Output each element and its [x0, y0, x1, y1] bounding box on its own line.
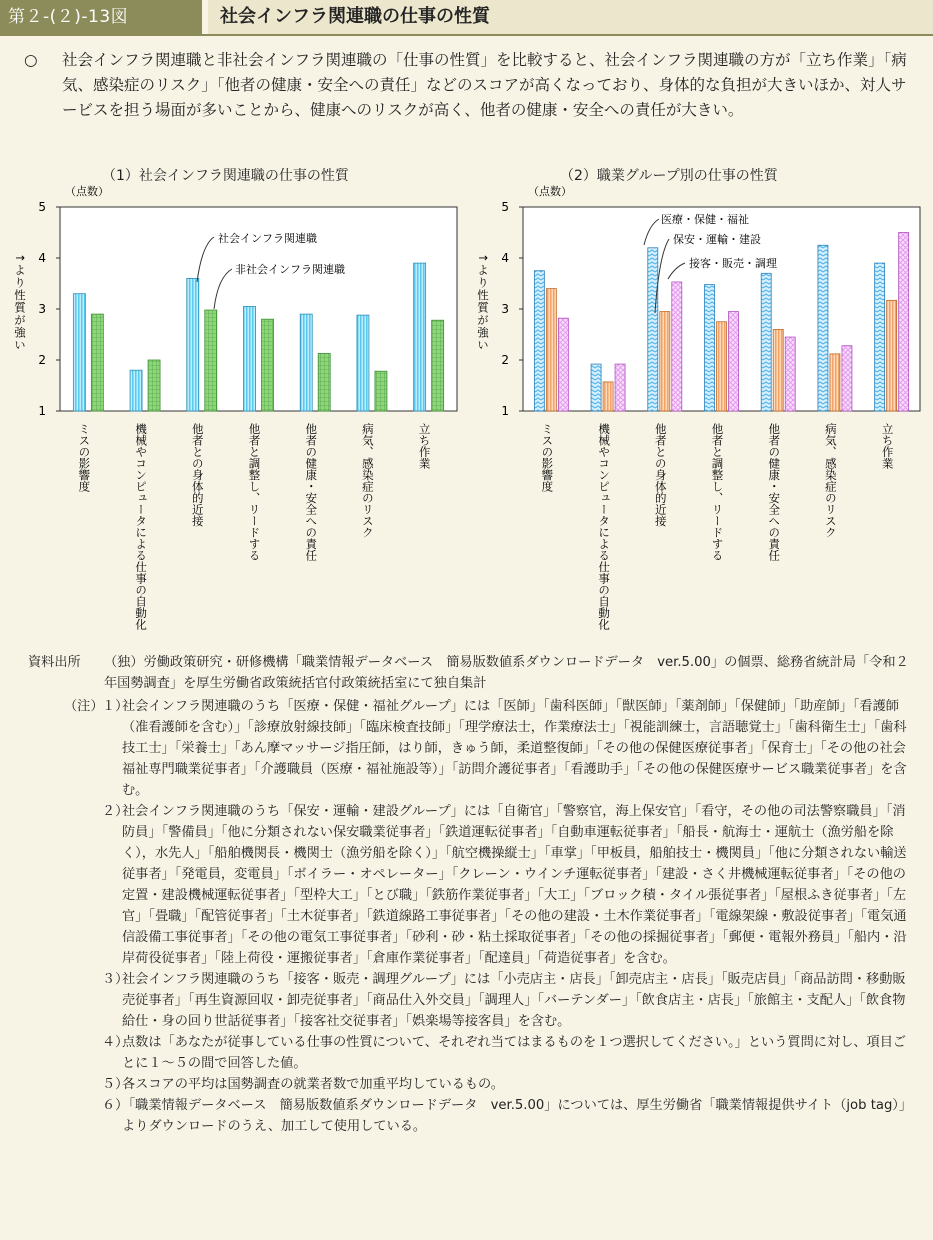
- source-block: [28, 652, 913, 694]
- figure-title: 社会インフラ関連職の仕事の性質: [208, 0, 933, 34]
- chart1-title: （1）社会インフラ関連職の仕事の性質: [102, 168, 349, 184]
- x-category-label: 他者の健康・安全への責任: [304, 423, 319, 561]
- note-item: [28, 1074, 913, 1095]
- x-category-label: 立ち作業: [880, 423, 895, 469]
- y-tick-label: 4: [38, 251, 46, 265]
- y-axis-label: ↑より性質が強い: [13, 253, 27, 352]
- x-category-label: 立ち作業: [417, 423, 432, 469]
- y-tick-label: 5: [38, 200, 46, 214]
- chart1-svg: [0, 185, 470, 645]
- summary-bullet: ○: [24, 51, 38, 69]
- header-divider: [0, 34, 933, 36]
- bar-社会インフラ関連職: [244, 306, 256, 411]
- figure-number: 第２-(２)-13図: [0, 0, 202, 34]
- note-text: 社会インフラ関連職のうち「保安・運輸・建設グループ」には「自衛官」「警察官，海上保安官」「看守，その他の司法警察職員」「消防員」「警備員」「他に分類されない保安職業従事者」「鉄道運転従事者」「自動車運転従事者」「船長・航海士・運航士（漁労船を除く），水先人」「船舶機関長・機関士（漁労船を除く）」「航空機操縦士」「車掌」「甲板員，船舶技士・機関員」「他に分類されない輸送従事者」「発電員，変電員」「ボイラー・オペレーター」「クレーン・ウインチ運転従事者」「建設・さく井機械運転従事者」「その他の定置・建設機械運転従事者」「型枠大工」「とび職」「鉄筋作業従事者」「大工」「ブロック積・タイル張従事者」「屋根ふき従事者」「左官」「畳職」「配管従事者」「土木従事者」「鉄道線路工事従事者」「その他の建設・土木作業従事者」「電線架線・敷設従事者」「電気通信設備工事従事者」「その他の電気工事従事者」「砂利・砂・粘土採取従事者」「その他の採掘従事者」「郵便・電報外務員」「船内・沿岸荷役従事者」「陸上荷役・運搬従事者」「倉庫作業従事者」「配達員」「荷造従事者」を含む。: [122, 804, 907, 966]
- x-category-label: 他者との身体的近接: [653, 423, 668, 527]
- annotation-label: 非社会インフラ関連職: [235, 263, 345, 276]
- note-text: 点数は「あなたが従事している仕事の性質について、それぞれ当てはまるものを１つ選択してください。」という質問に対し、項目ごとに１～５の間で回答した値。: [122, 1035, 907, 1071]
- y-tick-label: 1: [38, 404, 46, 418]
- bar-非社会インフラ関連職: [318, 353, 330, 411]
- note-number: ４）: [102, 1035, 129, 1050]
- note-item: [28, 801, 913, 969]
- bar-非社会インフラ関連職: [262, 319, 274, 411]
- bar-保安・運輸・建設: [546, 289, 556, 411]
- bar-保安・運輸・建設: [830, 354, 840, 411]
- source-text: （独）労働政策研究・研修機構「職業情報データベース 簡易版数値系ダウンロードデータ ver.5.00」の個票、総務省統計局「令和２年国勢調査」を厚生労働省政策統括官付政策統括室にて独自集計: [104, 655, 909, 691]
- bar-社会インフラ関連職: [414, 263, 426, 411]
- x-category-label: ミスの影響度: [540, 423, 555, 492]
- bar-接客・販売・調理: [672, 282, 682, 411]
- bar-社会インフラ関連職: [187, 278, 199, 411]
- summary-paragraph: [24, 48, 914, 123]
- note-number: ３）: [102, 972, 129, 987]
- bar-保安・運輸・建設: [717, 322, 727, 411]
- bar-医療・保健・福祉: [534, 271, 544, 411]
- note-text: 社会インフラ関連職のうち「医療・保健・福祉グループ」には「医師」「歯科医師」「獣医師」「薬剤師」「保健師」「助産師」「看護師（准看護師を含む）」「診療放射線技師」「臨床検査技師」「理学療法士，作業療法士」「視能訓練士，言語聴覚士」「歯科衛生士」「歯科技工士」「栄養士」「あん摩マッサージ指圧師，はり師，きゅう師，柔道整復師」「その他の保健医療従事者」「保育士」「その他の社会福祉専門職業従事者」「介護職員（医療・福祉施設等）」「訪問介護従事者」「看護助手」「その他の保健医療サービス職業従事者」を含む。: [122, 699, 907, 798]
- summary-text: 社会インフラ関連職と非社会インフラ関連職の「仕事の性質」を比較すると、社会インフラ関連職の方が「立ち作業」「病気、感染症のリスク」「他者の健康・安全への責任」などのスコアが高くなっており、身体的な負担が大きいほか、対人サービスを担う場面が多いことから、健康へのリスクが高く、他者の健康・安全への責任が大きい。: [62, 51, 907, 119]
- y-tick-label: 1: [501, 404, 509, 418]
- y-tick-label: 3: [38, 302, 46, 316]
- y-tick-label: 2: [501, 353, 509, 367]
- bar-社会インフラ関連職: [130, 370, 142, 411]
- unit-label: （点数）: [65, 185, 109, 198]
- bar-医療・保健・福祉: [648, 248, 658, 411]
- bar-非社会インフラ関連職: [148, 360, 160, 411]
- note-number: ５）: [102, 1077, 129, 1092]
- unit-label: （点数）: [528, 185, 572, 198]
- bar-保安・運輸・建設: [773, 329, 783, 411]
- source-label: 資料出所: [28, 655, 81, 670]
- annotation-label: 社会インフラ関連職: [218, 232, 317, 245]
- y-tick-label: 2: [38, 353, 46, 367]
- bar-接客・販売・調理: [899, 233, 909, 412]
- annotation-label: 接客・販売・調理: [689, 257, 777, 270]
- chart2-title: （2）職業グループ別の仕事の性質: [560, 168, 778, 184]
- bar-社会インフラ関連職: [357, 315, 369, 411]
- bar-医療・保健・福祉: [818, 245, 828, 411]
- x-category-label: 病気、感染症のリスク: [823, 423, 838, 538]
- bar-接客・販売・調理: [615, 364, 625, 411]
- bar-医療・保健・福祉: [875, 263, 885, 411]
- y-tick-label: 4: [501, 251, 509, 265]
- note-number: １）: [102, 699, 129, 714]
- notes-block: [28, 696, 913, 1137]
- bar-保安・運輸・建設: [887, 300, 897, 411]
- note-item: [28, 696, 913, 801]
- bar-非社会インフラ関連職: [375, 371, 387, 411]
- y-tick-label: 5: [501, 200, 509, 214]
- note-item: [28, 969, 913, 1032]
- annotation-label: 医療・保健・福祉: [661, 213, 749, 226]
- x-category-label: 機械やコンピュータによる仕事の自動化: [134, 423, 149, 630]
- x-category-label: 機械やコンピュータによる仕事の自動化: [597, 423, 612, 630]
- note-number: ２）: [102, 804, 129, 819]
- bar-接客・販売・調理: [729, 312, 739, 411]
- note-number: ６）: [102, 1098, 129, 1113]
- bar-社会インフラ関連職: [73, 294, 85, 411]
- bar-接客・販売・調理: [785, 337, 795, 411]
- chart2-svg: [463, 185, 933, 645]
- bar-接客・販売・調理: [842, 346, 852, 411]
- bar-医療・保健・福祉: [761, 273, 771, 411]
- x-category-label: 病気、感染症のリスク: [360, 423, 375, 538]
- note-text: 「職業情報データベース 簡易版数値系ダウンロードデータ ver.5.00」については、厚生労働省「職業情報提供サイト（job tag）」よりダウンロードのうえ、加工して使用している。: [122, 1098, 913, 1134]
- y-axis-label: ↑より性質が強い: [476, 253, 490, 352]
- x-category-label: 他者と調整し、リードする: [247, 423, 262, 561]
- x-category-label: 他者との身体的近接: [190, 423, 205, 527]
- bar-非社会インフラ関連職: [432, 320, 444, 411]
- x-category-label: ミスの影響度: [77, 423, 92, 492]
- annotation-label: 保安・運輸・建設: [673, 233, 761, 246]
- bar-医療・保健・福祉: [591, 364, 601, 411]
- note-item: [28, 1095, 913, 1137]
- bar-非社会インフラ関連職: [91, 314, 103, 411]
- note-item: [28, 1032, 913, 1074]
- note-text: 社会インフラ関連職のうち「接客・販売・調理グループ」には「小売店主・店長」「卸売店主・店長」「販売店員」「商品訪問・移動販売従事者」「再生資源回収・卸売従事者」「商品仕入外交員」「調理人」「バーテンダー」「飲食店主・店長」「旅館主・支配人」「飲食物給仕・身の回り世話従事者」「接客社交従事者」「娯楽場等接客員」を含む。: [122, 972, 906, 1029]
- bar-非社会インフラ関連職: [205, 310, 217, 411]
- y-tick-label: 3: [501, 302, 509, 316]
- bar-社会インフラ関連職: [300, 314, 312, 411]
- bar-保安・運輸・建設: [603, 382, 613, 411]
- note-text: 各スコアの平均は国勢調査の就業者数で加重平均しているもの。: [122, 1077, 504, 1092]
- bar-医療・保健・福祉: [705, 285, 715, 411]
- x-category-label: 他者と調整し、リードする: [710, 423, 725, 561]
- bar-接客・販売・調理: [558, 318, 568, 411]
- figure-header: [0, 0, 933, 36]
- bar-保安・運輸・建設: [660, 312, 670, 411]
- notes-label: （注）: [64, 699, 104, 714]
- x-category-label: 他者の健康・安全への責任: [767, 423, 782, 561]
